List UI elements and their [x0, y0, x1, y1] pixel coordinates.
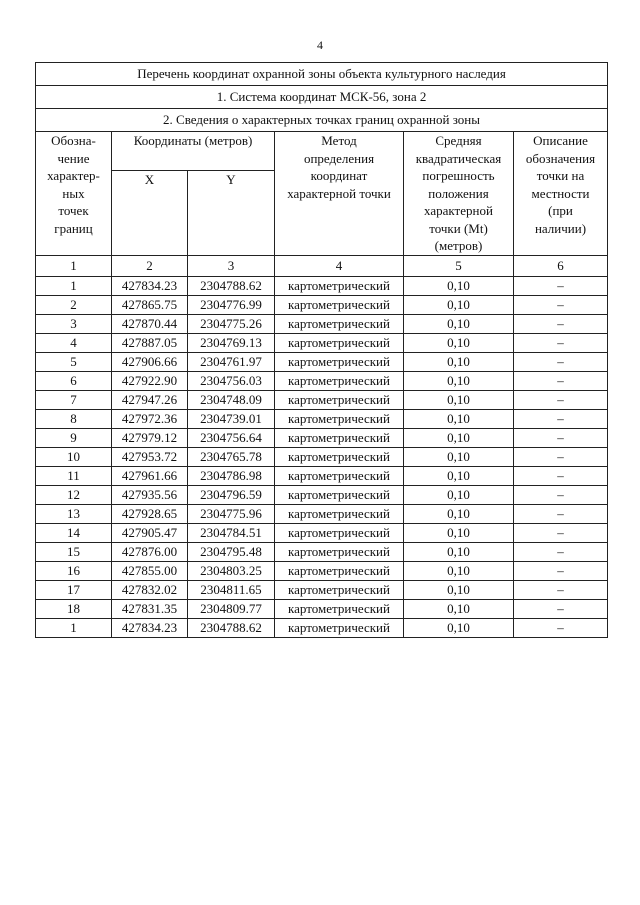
point-number: 1 [36, 618, 112, 637]
error-value: 0,10 [404, 523, 514, 542]
error-value: 0,10 [404, 409, 514, 428]
column-number: 4 [275, 255, 404, 276]
description: – [514, 447, 608, 466]
error-value: 0,10 [404, 504, 514, 523]
method: картометрический [275, 295, 404, 314]
coord-x: 427870.44 [112, 314, 188, 333]
coordinate-system-title: 1. Система координат МСК-56, зона 2 [36, 86, 608, 109]
table-row [36, 352, 608, 371]
table-row [36, 390, 608, 409]
point-number: 12 [36, 485, 112, 504]
error-value: 0,10 [404, 447, 514, 466]
method: картометрический [275, 428, 404, 447]
point-number: 15 [36, 542, 112, 561]
column-number: 6 [514, 255, 608, 276]
column-number: 1 [36, 255, 112, 276]
table-row [36, 618, 608, 637]
point-number: 13 [36, 504, 112, 523]
error-value: 0,10 [404, 542, 514, 561]
coord-x: 427935.56 [112, 485, 188, 504]
coord-y: 2304796.59 [188, 485, 275, 504]
method: картометрический [275, 466, 404, 485]
point-number: 14 [36, 523, 112, 542]
description: – [514, 276, 608, 295]
header-coordinates: Координаты (метров) [112, 132, 275, 171]
coord-y: 2304811.65 [188, 580, 275, 599]
error-value: 0,10 [404, 314, 514, 333]
coord-y: 2304784.51 [188, 523, 275, 542]
error-value: 0,10 [404, 371, 514, 390]
coord-x: 427865.75 [112, 295, 188, 314]
table-row [36, 580, 608, 599]
header-x: X [112, 170, 188, 255]
description: – [514, 542, 608, 561]
table-row [36, 295, 608, 314]
column-numbers-row [36, 255, 608, 276]
point-number: 5 [36, 352, 112, 371]
description: – [514, 504, 608, 523]
coord-y: 2304788.62 [188, 618, 275, 637]
coord-x: 427972.36 [112, 409, 188, 428]
coord-y: 2304775.26 [188, 314, 275, 333]
description: – [514, 561, 608, 580]
coord-y: 2304795.48 [188, 542, 275, 561]
method: картометрический [275, 599, 404, 618]
point-number: 16 [36, 561, 112, 580]
coord-y: 2304761.97 [188, 352, 275, 371]
coord-x: 427887.05 [112, 333, 188, 352]
column-number: 2 [112, 255, 188, 276]
table-row [36, 504, 608, 523]
coord-x: 427947.26 [112, 390, 188, 409]
coordinates-table [35, 62, 608, 638]
table-row [36, 371, 608, 390]
error-value: 0,10 [404, 333, 514, 352]
coord-y: 2304739.01 [188, 409, 275, 428]
coord-x: 427961.66 [112, 466, 188, 485]
error-value: 0,10 [404, 295, 514, 314]
point-number: 11 [36, 466, 112, 485]
description: – [514, 333, 608, 352]
coord-y: 2304765.78 [188, 447, 275, 466]
column-number: 5 [404, 255, 514, 276]
coord-y: 2304788.62 [188, 276, 275, 295]
coord-x: 427855.00 [112, 561, 188, 580]
error-value: 0,10 [404, 580, 514, 599]
coord-y: 2304769.13 [188, 333, 275, 352]
method: картометрический [275, 523, 404, 542]
point-number: 1 [36, 276, 112, 295]
description: – [514, 599, 608, 618]
error-value: 0,10 [404, 466, 514, 485]
error-value: 0,10 [404, 618, 514, 637]
method: картометрический [275, 352, 404, 371]
description: – [514, 409, 608, 428]
point-number: 17 [36, 580, 112, 599]
column-number: 3 [188, 255, 275, 276]
table-row [36, 276, 608, 295]
method: картометрический [275, 390, 404, 409]
table-row [36, 561, 608, 580]
error-value: 0,10 [404, 599, 514, 618]
description: – [514, 314, 608, 333]
method: картометрический [275, 618, 404, 637]
table-row [36, 333, 608, 352]
coord-x: 427922.90 [112, 371, 188, 390]
coord-x: 427834.23 [112, 276, 188, 295]
method: картометрический [275, 371, 404, 390]
coord-y: 2304756.64 [188, 428, 275, 447]
coord-y: 2304803.25 [188, 561, 275, 580]
method: картометрический [275, 580, 404, 599]
coord-y: 2304775.96 [188, 504, 275, 523]
coord-y: 2304756.03 [188, 371, 275, 390]
point-number: 9 [36, 428, 112, 447]
error-value: 0,10 [404, 485, 514, 504]
point-number: 2 [36, 295, 112, 314]
table-title: Перечень координат охранной зоны объекта культурного наследия [36, 63, 608, 86]
coord-y: 2304809.77 [188, 599, 275, 618]
table-row [36, 523, 608, 542]
table-row [36, 314, 608, 333]
table-row [36, 599, 608, 618]
description: – [514, 485, 608, 504]
method: картометрический [275, 276, 404, 295]
description: – [514, 390, 608, 409]
error-value: 0,10 [404, 276, 514, 295]
table-row [36, 447, 608, 466]
table-row [36, 485, 608, 504]
method: картометрический [275, 504, 404, 523]
description: – [514, 466, 608, 485]
error-value: 0,10 [404, 390, 514, 409]
table-row [36, 428, 608, 447]
method: картометрический [275, 485, 404, 504]
page-number: 4 [317, 38, 323, 52]
table-row [36, 409, 608, 428]
description: – [514, 352, 608, 371]
point-number: 3 [36, 314, 112, 333]
method: картометрический [275, 409, 404, 428]
error-value: 0,10 [404, 352, 514, 371]
description: – [514, 523, 608, 542]
coord-x: 427832.02 [112, 580, 188, 599]
description: – [514, 580, 608, 599]
method: картометрический [275, 561, 404, 580]
coord-x: 427906.66 [112, 352, 188, 371]
coord-y: 2304786.98 [188, 466, 275, 485]
coord-x: 427979.12 [112, 428, 188, 447]
coord-x: 427905.47 [112, 523, 188, 542]
header-y: Y [188, 170, 275, 255]
points-section-title: 2. Сведения о характерных точках границ охранной зоны [36, 109, 608, 132]
description: – [514, 618, 608, 637]
coord-y: 2304748.09 [188, 390, 275, 409]
point-number: 4 [36, 333, 112, 352]
coord-x: 427953.72 [112, 447, 188, 466]
method: картометрический [275, 314, 404, 333]
header-description: Описание обозначения точки на местности (при наличии) [514, 132, 608, 256]
description: – [514, 295, 608, 314]
table-row [36, 466, 608, 485]
header-error: Средняя квадратическая погрешность положения характерной точки (Mt) (метров) [404, 132, 514, 256]
description: – [514, 371, 608, 390]
description: – [514, 428, 608, 447]
method: картометрический [275, 447, 404, 466]
point-number: 7 [36, 390, 112, 409]
header-method: Метод определения координат характерной точки [275, 132, 404, 256]
point-number: 8 [36, 409, 112, 428]
coord-x: 427876.00 [112, 542, 188, 561]
error-value: 0,10 [404, 428, 514, 447]
coord-x: 427831.35 [112, 599, 188, 618]
coord-y: 2304776.99 [188, 295, 275, 314]
table-row [36, 542, 608, 561]
point-number: 10 [36, 447, 112, 466]
method: картометрический [275, 333, 404, 352]
coord-x: 427928.65 [112, 504, 188, 523]
error-value: 0,10 [404, 561, 514, 580]
header-point: Обозна- чение характер- ных точек границ [36, 132, 112, 256]
coord-x: 427834.23 [112, 618, 188, 637]
point-number: 6 [36, 371, 112, 390]
point-number: 18 [36, 599, 112, 618]
method: картометрический [275, 542, 404, 561]
